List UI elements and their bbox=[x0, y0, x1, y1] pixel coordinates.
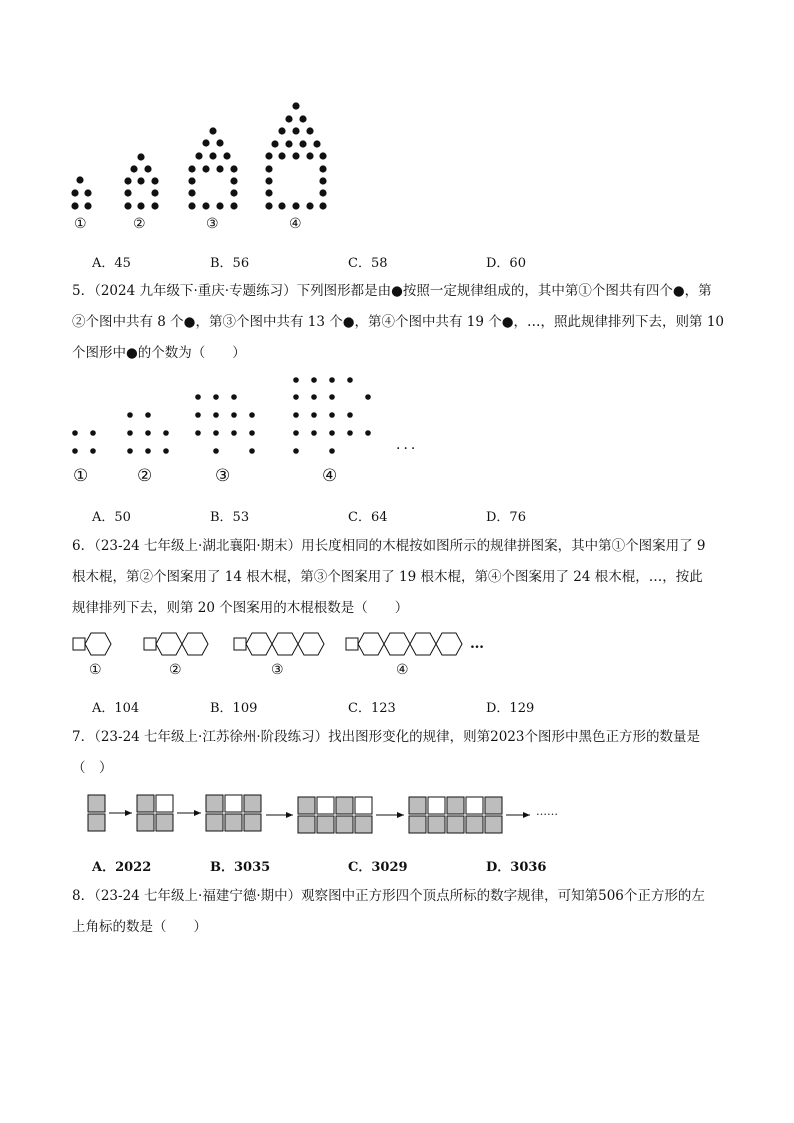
q4-figure-label-4: ④ bbox=[289, 216, 302, 232]
q4-option-c[interactable]: C．58 bbox=[348, 256, 388, 271]
q6-line-1: 6．（23-24 七年级上·湖北襄阳·期末）用长度相同的木棍按如图所示的规律拼图案，其中第①个图案用了 9 bbox=[72, 538, 706, 554]
q8-line-2: 上角标的数是（ ） bbox=[72, 919, 207, 935]
q6-option-b[interactable]: B．109 bbox=[210, 701, 258, 716]
q5-line-1: 5．（2024 九年级下·重庆·专题练习）下列图形都是由●按照一定规律组成的，其中第①个图共有四个●，第 bbox=[72, 283, 712, 299]
q6-option-a[interactable]: A．104 bbox=[92, 701, 140, 716]
q7-line-2: （ ） bbox=[72, 760, 113, 776]
q6-line-2: 根木棍，第②个图案用了 14 根木棍，第③个图案用了 19 根木棍，第④个图案用了 24 根木棍，…，按此 bbox=[72, 569, 703, 585]
q7-option-a[interactable]: A．2022 bbox=[92, 860, 152, 875]
q8-line-1: 8．（23-24 七年级上·福建宁德·期中）观察图中正方形四个顶点所标的数字规律，可知第506个正方形的左 bbox=[72, 888, 705, 904]
q7-options bbox=[92, 856, 732, 878]
q5-figure-label-3: ③ bbox=[215, 466, 231, 486]
q4-figure-label-3: ③ bbox=[206, 216, 219, 232]
q6-figure-label-3: ③ bbox=[271, 662, 284, 678]
q4-figure-label-2: ② bbox=[133, 216, 146, 232]
q4-option-b[interactable]: B．56 bbox=[210, 256, 250, 271]
q7-option-b[interactable]: B．3035 bbox=[210, 860, 271, 875]
q4-option-a[interactable]: A．45 bbox=[92, 256, 131, 271]
q6-figure-label-1: ① bbox=[89, 662, 102, 678]
q5-option-c[interactable]: C．64 bbox=[348, 510, 388, 525]
q6-line-3: 规律排列下去，则第 20 个图案用的木棍根数是（ ） bbox=[72, 600, 409, 616]
q7-line-1: 7．（23-24 七年级上·江苏徐州·阶段练习）找出图形变化的规律，则第2023个图形中黑色正方形的数量是 bbox=[72, 729, 700, 745]
q5-line-2: ②个图中共有 8 个●，第③个图中共有 13 个●，第④个图中共有 19 个●，…，照此规律排列下去，则第 10 bbox=[72, 314, 725, 330]
q6-option-c[interactable]: C．123 bbox=[348, 701, 396, 716]
q5-line-3: 个图形中●的个数为（ ） bbox=[72, 345, 246, 361]
q5-option-d[interactable]: D．76 bbox=[486, 510, 526, 525]
question-8-text bbox=[72, 881, 732, 943]
q6-figure-label-4: ④ bbox=[396, 662, 409, 678]
q5-option-a[interactable]: A．50 bbox=[92, 510, 131, 525]
q6-figure-label-2: ② bbox=[169, 662, 182, 678]
q5-ellipsis: ··· bbox=[396, 441, 419, 457]
q4-option-d[interactable]: D．60 bbox=[486, 256, 526, 271]
q5-figure-label-1: ① bbox=[73, 466, 89, 486]
q7-option-d[interactable]: D．3036 bbox=[486, 860, 547, 875]
q6-option-d[interactable]: D．129 bbox=[486, 701, 535, 716]
q5-figure-label-4: ④ bbox=[322, 466, 338, 486]
q7-ellipsis: …… bbox=[536, 805, 558, 818]
q5-option-b[interactable]: B．53 bbox=[210, 510, 250, 525]
q4-figure-label-1: ① bbox=[74, 216, 87, 232]
q6-ellipsis: … bbox=[470, 636, 484, 652]
q5-figure-label-2: ② bbox=[137, 466, 153, 486]
q7-option-c[interactable]: C．3029 bbox=[348, 860, 408, 875]
